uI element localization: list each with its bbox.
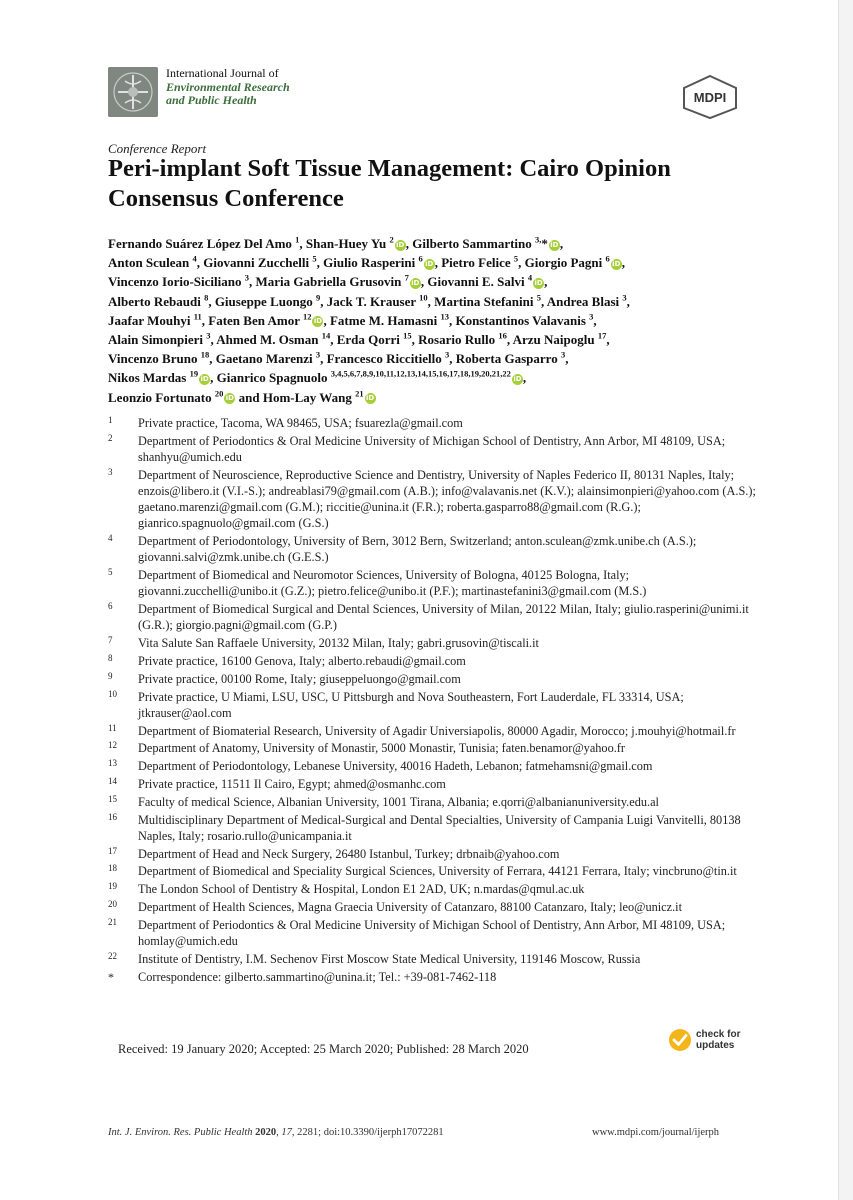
affiliation-number: 15 [108,793,117,804]
affiliation-number: 11 [108,722,117,733]
affiliation-item [108,846,768,862]
affiliation-text: Correspondence: gilberto.sammartino@unina.it; Tel.: +39-081-7462-118 [138,969,497,984]
affiliation-item [108,951,768,967]
affiliation-item [108,671,768,687]
affiliation-number: 5 [108,567,113,578]
affiliation-text: Department of Anatomy, University of Monastir, 5000 Monastir, Tunisia; faten.benamor@yahoo.fr [138,741,625,756]
affiliation-text: Department of Periodontics & Oral Medicine University of Michigan School of Dentistry, Ann Arbor, MI 48109, USA; shanhyu@umich.edu [138,433,726,464]
check-for-updates-badge[interactable] [668,1028,740,1052]
affiliation-number: 9 [108,670,113,681]
affiliation-item [108,689,768,721]
affiliation-text: Faculty of medical Science, Albanian University, 1001 Tirana, Albania; e.qorri@albanianuniversity.edu.al [138,794,659,809]
orcid-icon[interactable]: iD [411,278,420,287]
affiliation-number: 18 [108,863,117,874]
mdpi-logo-text: MDPI [693,90,727,105]
affiliation-text: Private practice, 00100 Rome, Italy; giuseppeluongo@gmail.com [138,671,461,686]
affiliation-item [108,881,768,897]
check-updates-line2: updates [696,1040,735,1051]
affiliation-text: Private practice, 11511 Il Cairo, Egypt; ahmed@osmanhc.com [138,776,446,791]
author-list: Fernando Suárez López Del Amo $^1$, Shan-Huey Yu $^2$ iD, Gilberto Sammartino $^{3,}$* iD, Anton Sculean $^4$, Giovanni Zucchelli $^5$, Giulio Rasperini $^6$ iD, Pietro Felice $^5$, Giorgio Pagni $^6$ iD, Vincenzo Iorio-Siciliano $^3$, Maria Gabriella Grusovin $^7$ iD, Giovanni E. Salvi $^4$ iD, Alberto Rebaudi $^8$, Giuseppe Luongo $^9$, Jack T. Krauser $^{10}$, Martina Stefanini $^5$, Andrea Blasi $^3$, Jaafar Mouhyi $^{11}$, Faten Ben Amor $^{12}$ iD, Fatme M. Hamasni $^{13}$, Konstantinos Valavanis $^3$, Alain Simonpieri $^3$, Ahmed M. Osman $^{14}$, Erda Qorri $^{15}$, Rosario Rullo $^{16}$, Arzu Naipoglu $^{17}$, Vincenzo Bruno $^{18}$, Gaetano Marenzi $^3$, Francesco Riccitiello $^3$, Roberta Gasparro $^3$, Nikos Mardas $^{19}$ iD, Gianrico Spagnuolo $^{3,4,5,6,7,8,9,10,11,12,13,14,15,16,17,18,19,20,21,22}$ iD, Leonzio Fortunato $^{20}$ iD and Hom-Lay Wang $^{21}$ iD [108,234,630,405]
affiliation-item [108,567,768,599]
affiliation-text: Department of Periodontology, University of Bern, 3012 Bern, Switzerland; anton.sculean@zmk.unibe.ch (A.S.); giovanni.salvi@zmk.unibe.ch (G.E.S.) [138,534,697,565]
affiliation-item [108,533,768,565]
orcid-icon[interactable]: iD [200,374,209,383]
affiliation-item [108,740,768,756]
affiliation-list [108,415,768,986]
affiliation-text: Department of Biomaterial Research, University of Agadir Universiapolis, 80000 Agadir, Morocco; j.mouhyi@hotmail.fr [138,723,736,738]
affiliation-item [108,433,768,465]
affiliation-text: Department of Biomedical Surgical and Dental Sciences, University of Milan, 20122 Milan, Italy; giulio.rasperini@unimi.it (G.R.); giorgio.pagni@gmail.com (G.P.) [138,602,749,633]
affiliation-text: Department of Neuroscience, Reproductive Science and Dentistry, University of Naples Federico II, 80131 Naples, Italy; enzois@libero.it (V.I.-S.); andreablasi79@gmail.com (A.B.); info@valavanis.net (K.V.); alainsimonpieri@yahoo.com (A.S.); gaetano.marenzi@gmail.com (G.M.); riccitie@unina.it (F.R.); roberta.gasparro88@gmail.com (R.G.); gianrico.spagnuolo@gmail.com (G.S.) [138,467,756,531]
journal-name-line3: and Public Health [166,93,257,107]
affiliation-number: 20 [108,898,117,909]
mdpi-logo-icon [680,74,740,120]
journal-name-line1: International Journal of [166,66,279,80]
check-updates-line1: check for [696,1029,741,1040]
affiliation-number: 1 [108,415,113,425]
affiliation-item [108,776,768,792]
affiliation-text: Vita Salute San Raffaele University, 20132 Milan, Italy; gabri.grusovin@tiscali.it [138,636,539,651]
affiliation-number: 3 [108,466,113,477]
affiliation-number: 14 [108,775,117,786]
affiliation-item [108,917,768,949]
check-updates-text [696,1029,740,1051]
affiliation-item [108,863,768,879]
orcid-icon[interactable]: iD [534,278,543,287]
affiliation-text: Institute of Dentistry, I.M. Sechenov First Moscow State Medical University, 119146 Moscow, Russia [138,951,641,966]
footer-citation [108,1127,444,1138]
footer-citation-text: Int. J. Environ. Res. Public Health 2020, 17, 2281; doi:10.3390/ijerph17072281 [108,1127,444,1138]
affiliation-text: Private practice, 16100 Genova, Italy; alberto.rebaudi@gmail.com [138,654,466,668]
affiliation-text: Multidisciplinary Department of Medical-Surgical and Dental Specialties, University of Campania Luigi Vanvitelli, 80138 Naples, Italy; rosario.rullo@unicampania.it [138,812,741,843]
affiliation-item [108,899,768,915]
affiliation-item [108,635,768,651]
affiliation-text: Private practice, U Miami, LSU, USC, U Pittsburgh and Nova Southeastern, Fort Lauderdale, FL 33314, USA; jtkrauser@aol.com [138,689,684,720]
report-type: Conference Report [108,141,207,156]
affiliation-number: 10 [108,688,117,699]
affiliation-item [108,969,768,985]
affiliation-number: 4 [108,533,113,544]
affiliation-item [108,723,768,739]
affiliation-text: Department of Head and Neck Surgery, 26480 Istanbul, Turkey; drbnaib@yahoo.com [138,846,560,861]
publication-dates: Received: 19 January 2020; Accepted: 25 March 2020; Published: 28 March 2020 [118,1042,529,1056]
orcid-icon[interactable]: iD [365,394,375,403]
journal-name-line2: Environmental Research [166,79,290,94]
affiliation-text: Department of Biomedical and Neuromotor Sciences, University of Bologna, 40125 Bologna, Italy; giovanni.zucchelli@unibo.it (G.Z.); pietro.felice@unibo.it (P.F.); martinastefanini3@gmail.com (M.S.) [138,568,647,599]
page-edge [838,0,853,1200]
footer-url[interactable]: www.mdpi.com/journal/ijerph [592,1127,720,1138]
affiliation-number: 2 [108,432,113,443]
affiliation-number: 13 [108,758,117,769]
mdpi-logo [680,74,740,120]
affiliation-item [108,794,768,810]
journal-header [108,67,290,121]
affiliation-number: 6 [108,601,113,612]
affiliation-number: 19 [108,881,117,892]
journal-logo-icon [108,67,158,117]
affiliation-text: Private practice, Tacoma, WA 98465, USA; fsuarezla@gmail.com [138,416,463,430]
orcid-icon[interactable]: iD [612,259,621,268]
affiliation-item [108,758,768,774]
orcid-icon[interactable]: iD [396,240,405,249]
orcid-icon[interactable]: iD [225,394,234,403]
affiliation-number: 8 [108,653,113,663]
affiliation-item [108,812,768,844]
affiliation-number: * [108,969,114,984]
affiliation-number: 17 [108,845,117,856]
affiliation-text: The London School of Dentistry & Hospital, London E1 2AD, UK; n.mardas@qmul.ac.uk [138,882,585,897]
affiliation-item [108,601,768,633]
affiliation-number: 22 [108,950,117,961]
check-updates-icon [668,1028,692,1052]
affiliation-text: Department of Health Sciences, Magna Graecia University of Catanzaro, 88100 Catanzaro, Italy; leo@unicz.it [138,899,682,914]
orcid-icon[interactable]: iD [513,374,522,383]
orcid-icon[interactable]: iD [313,317,323,326]
affiliation-number: 21 [108,916,117,927]
affiliation-item [108,415,768,431]
orcid-icon[interactable]: iD [425,259,434,268]
affiliation-text: Department of Biomedical and Speciality Surgical Sciences, University of Ferrara, 44121 Ferrara, Italy; vincbruno@tin.it [138,864,737,879]
affiliation-text: Department of Periodontology, Lebanese University, 40016 Hadeth, Lebanon; fatmehamsni@gmail.com [138,759,653,774]
affiliation-text: Department of Periodontics & Oral Medicine University of Michigan School of Dentistry, Ann Arbor, MI 48109, USA; homlay@umich.edu [138,917,726,948]
affiliation-item [108,653,768,669]
orcid-icon[interactable]: iD [550,240,559,249]
journal-name [166,67,290,108]
affiliation-number: 12 [108,740,117,751]
affiliation-number: 7 [108,635,113,646]
affiliation-number: 16 [108,811,117,822]
affiliation-item [108,467,768,532]
paper-title: Peri-implant Soft Tissue Management: Cairo Opinion Consensus Conference [108,155,671,212]
